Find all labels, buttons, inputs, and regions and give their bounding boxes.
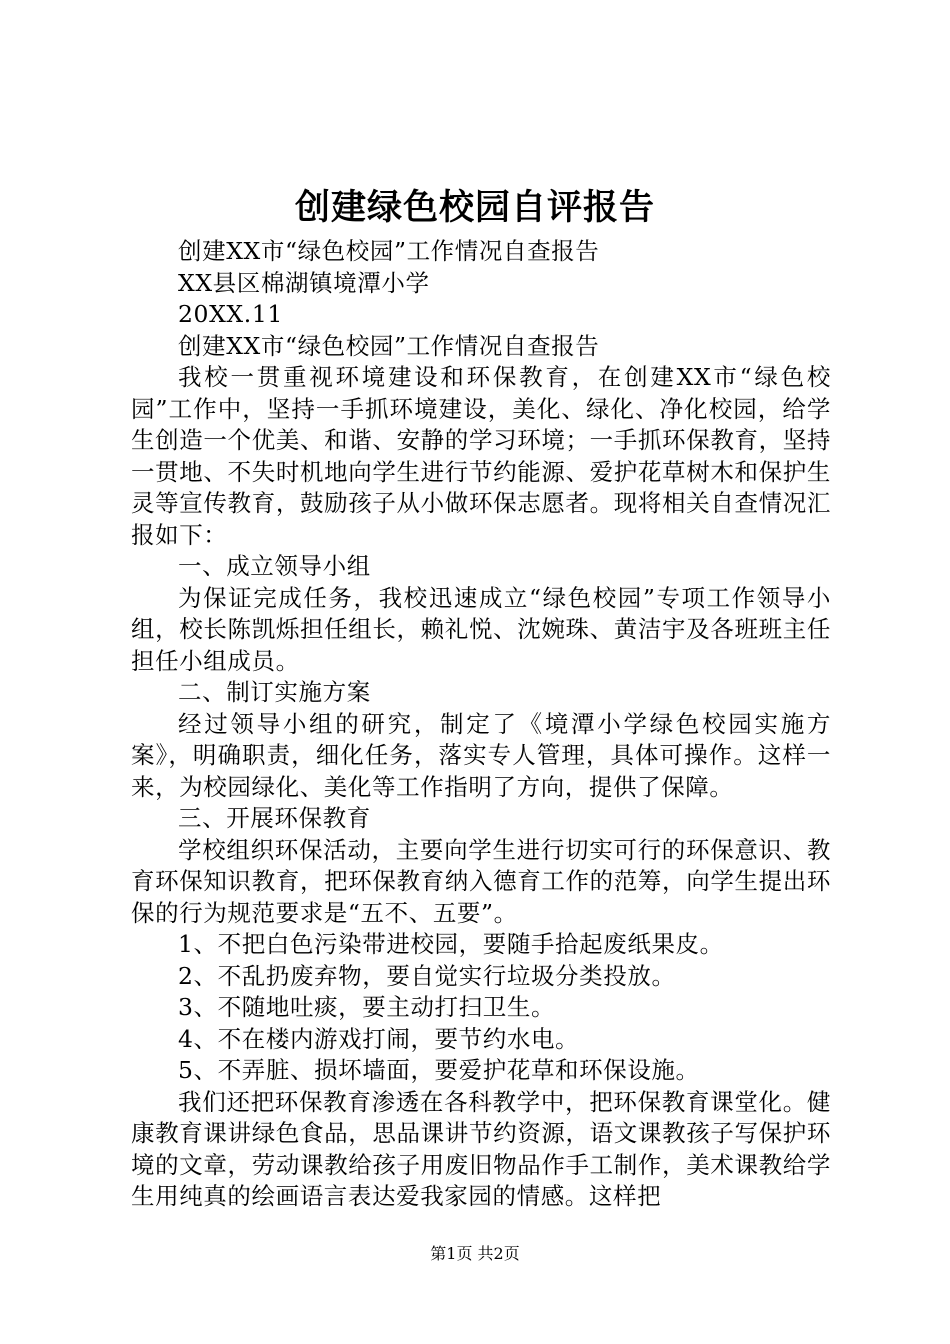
page-footer: 第1页 共2页 (430, 1244, 520, 1263)
paragraph: 创建XX市“绿色校园”工作情况自查报告 (178, 237, 600, 265)
paragraph: 为保证完成任务，我校迅速成立“绿色校园”专项工作领导小组，校长陈凯烁担任组长，赖礼悦、沈婉珠、黄洁宇及各班班主任担任小组成员。 (131, 583, 831, 675)
document-title: 创建绿色校园自评报告 (294, 187, 655, 228)
paragraph: XX县区棉湖镇境潭小学 (178, 268, 430, 297)
paragraph: 经过领导小组的研究，制定了《境潭小学绿色校园实施方案》，明确职责，细化任务，落实专人管理，具体可操作。这样一来，为校园绿化、美化等工作指明了方向，提供了保障。 (131, 709, 831, 801)
section-heading: 二、制订实施方案 (178, 678, 371, 706)
document-body (131, 236, 831, 1213)
list-item: 5、不弄脏、损坏墙面，要爱护花草和环保设施。 (178, 1056, 700, 1084)
list-item: 1、不把白色污染带进校园，要随手拾起废纸果皮。 (178, 930, 724, 958)
paragraph: 我们还把环保教育渗透在各科教学中，把环保教育课堂化。健康教育课讲绿色食品，思品课讲节约资源，语文课教孩子写保护环境的文章，劳动课教给孩子用废旧物品作手工制作，美术课教给学生用纯真的绘画语言表达爱我家园的情感。这样把 (131, 1087, 831, 1210)
list-item: 4、不在楼内游戏打闹，要节约水电。 (178, 1024, 580, 1053)
section-heading: 三、开展环保教育 (178, 804, 371, 832)
list-item: 3、不随地吐痰，要主动打扫卫生。 (178, 993, 556, 1021)
paragraph: 20XX.11 (178, 300, 283, 328)
paragraph: 创建XX市“绿色校园”工作情况自查报告 (178, 331, 600, 360)
paragraph: 我校一贯重视环境建设和环保教育，在创建XX市“绿色校园”工作中，坚持一手抓环境建设，美化、绿化、净化校园，给学生创造一个优美、和谐、安静的学习环境；一手抓环保教育，坚持一贯地、不失时机地向学生进行节约能源、爱护花草树木和保护生灵等宣传教育，鼓励孩子从小做环保志愿者。现将相关自查情况汇报如下： (131, 363, 831, 549)
section-heading: 一、成立领导小组 (178, 552, 371, 580)
list-item: 2、不乱扔废弃物，要自觉实行垃圾分类投放。 (178, 961, 676, 990)
paragraph: 学校组织环保活动，主要向学生进行切实可行的环保意识、教育环保知识教育，把环保教育纳入德育工作的范筹，向学生提出环保的行为规范要求是“五不、五要”。 (131, 835, 831, 927)
